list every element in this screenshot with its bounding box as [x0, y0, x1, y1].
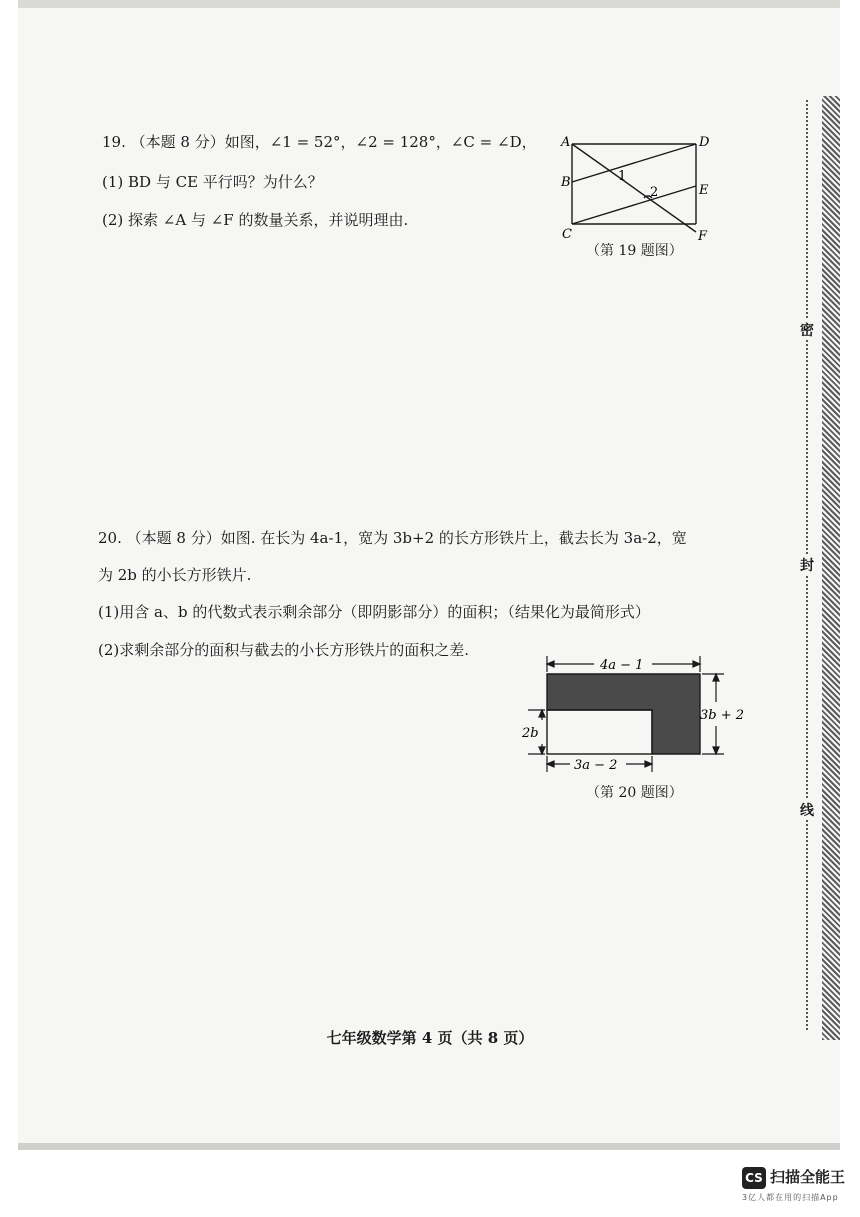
q20-part1: (1)用含 a、b 的代数式表示剩余部分（即阴影部分）的面积；（结果化为最简形式）	[98, 603, 650, 621]
page-bottom-edge	[18, 1143, 840, 1150]
angle-2-label: 2	[650, 185, 659, 200]
q20-caption: （第 20 题图）	[586, 785, 683, 801]
page-top-edge	[18, 0, 840, 8]
q19-part1: (1) BD 与 CE 平行吗？为什么？	[102, 173, 323, 191]
q19-caption: （第 19 题图）	[586, 243, 683, 259]
q19-figure	[558, 134, 718, 244]
left-width-label: 2b	[522, 726, 539, 741]
page-footer: 七年级数学第 4 页（共 8 页）	[326, 1029, 534, 1047]
scanner-brand-name: 扫描全能王	[770, 1168, 846, 1186]
top-length-label: 4a − 1	[600, 658, 644, 673]
point-d-label: D	[699, 135, 710, 150]
scanner-logo-icon: CS	[742, 1167, 766, 1189]
shaded-region	[547, 674, 700, 754]
line-bd	[572, 144, 696, 182]
right-width-label: 3b + 2	[700, 708, 745, 723]
binding-zigzag-border	[822, 96, 840, 1040]
seal-char-feng: 封	[799, 555, 815, 575]
scanner-tagline: 3亿人都在用的扫描App	[742, 1193, 839, 1202]
point-f-label: F	[698, 229, 708, 244]
point-c-label: C	[562, 227, 572, 242]
q19-part2: (2) 探索 ∠A 与 ∠F 的数量关系，并说明理由.	[102, 211, 409, 229]
q19-stem: 19. （本题 8 分）如图，∠1 = 52°，∠2 = 128°，∠C = ∠D，	[102, 133, 537, 151]
bottom-length-label: 3a − 2	[574, 758, 618, 773]
q20-stem-line1: 20. （本题 8 分）如图. 在长为 4a-1，宽为 3b+2 的长方形铁片上，截去长为 3a-2，宽	[98, 529, 687, 547]
cut-rectangle	[547, 710, 652, 754]
seal-char-xian: 线	[799, 800, 815, 820]
angle-1-label: 1	[618, 169, 627, 184]
point-b-label: B	[561, 175, 571, 190]
q20-figure	[524, 652, 754, 782]
point-a-label: A	[561, 135, 571, 150]
q20-part2: (2)求剩余部分的面积与截去的小长方形铁片的面积之差.	[98, 641, 470, 659]
q20-stem-line2: 为 2b 的小长方形铁片.	[98, 566, 252, 584]
point-e-label: E	[699, 183, 709, 198]
seal-char-mi: 密	[799, 320, 815, 340]
